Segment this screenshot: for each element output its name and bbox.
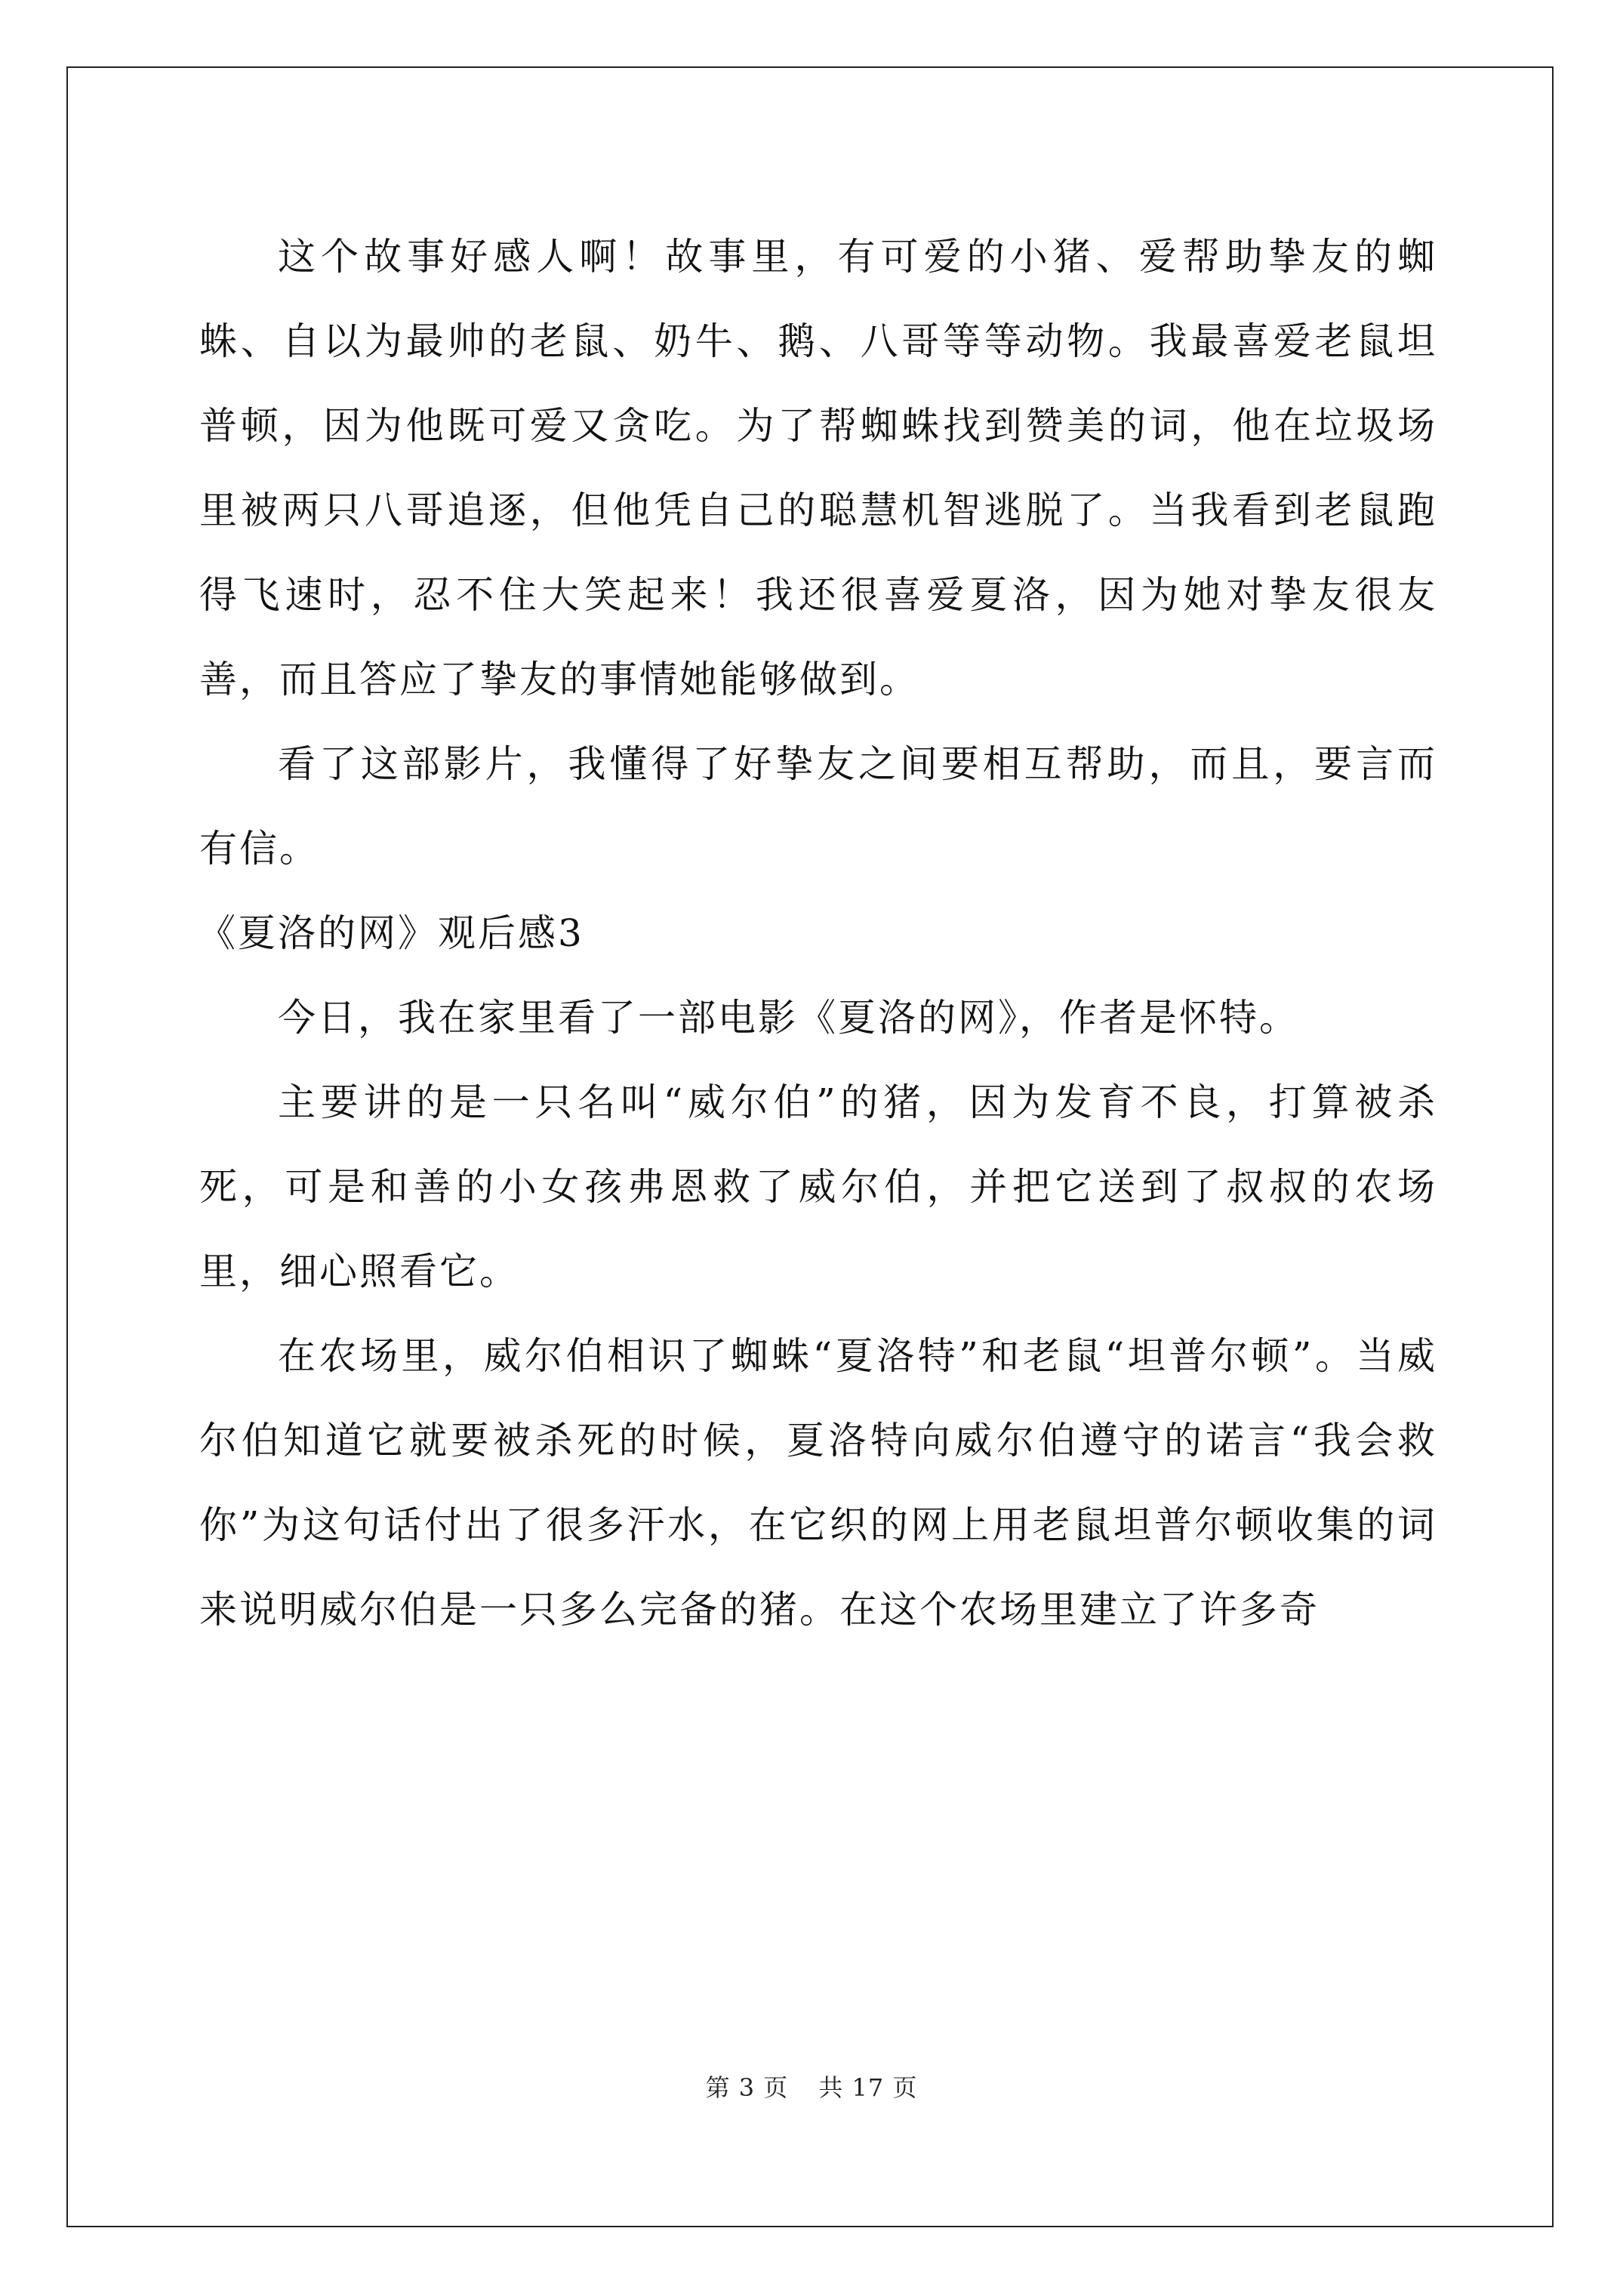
paragraph-summary: 主要讲的是一只名叫“威尔伯”的猪，因为发育不良，打算被杀死，可是和善的小女孩弗恩救了威尔伯，并把它送到了叔叔的农场里，细心照看它。 [199, 1080, 1437, 1293]
section-heading: 《夏洛的网》观后感3 [198, 911, 584, 955]
paragraph-lesson: 看了这部影片，我懂得了好挚友之间要相互帮助，而且，要言而有信。 [199, 742, 1437, 871]
paragraph-intro: 今日，我在家里看了一部电影《夏洛的网》，作者是怀特。 [278, 996, 1299, 1040]
page-number: 第 3 页 [705, 2073, 789, 2102]
page-footer [0, 2069, 1623, 2103]
page-total: 共 17 页 [818, 2073, 918, 2102]
paragraph-story-reflection: 这个故事好感人啊！故事里，有可爱的小猪、爱帮助挚友的蜘蛛、自以为最帅的老鼠、奶牛、鹅、八哥等等动物。我最喜爱老鼠坦普顿，因为他既可爱又贪吃。为了帮蜘蛛找到赞美的词，他在垃圾场里被两只八哥追逐，但他凭自己的聪慧机智逃脱了。当我看到老鼠跑得飞速时，忍不住大笑起来！我还很喜爱夏洛，因为她对挚友很友善，而且答应了挚友的事情她能够做到。 [199, 235, 1437, 701]
document-body [199, 214, 1437, 1652]
paragraph-farm: 在农场里，威尔伯相识了蜘蛛“夏洛特”和老鼠“坦普尔顿”。当威尔伯知道它就要被杀死的时候，夏洛特向威尔伯遵守的诺言“我会救你”为这句话付出了很多汗水，在它织的网上用老鼠坦普尔顿收集的词来说明威尔伯是一只多么完备的猪。在这个农场里建立了许多奇 [199, 1334, 1437, 1632]
